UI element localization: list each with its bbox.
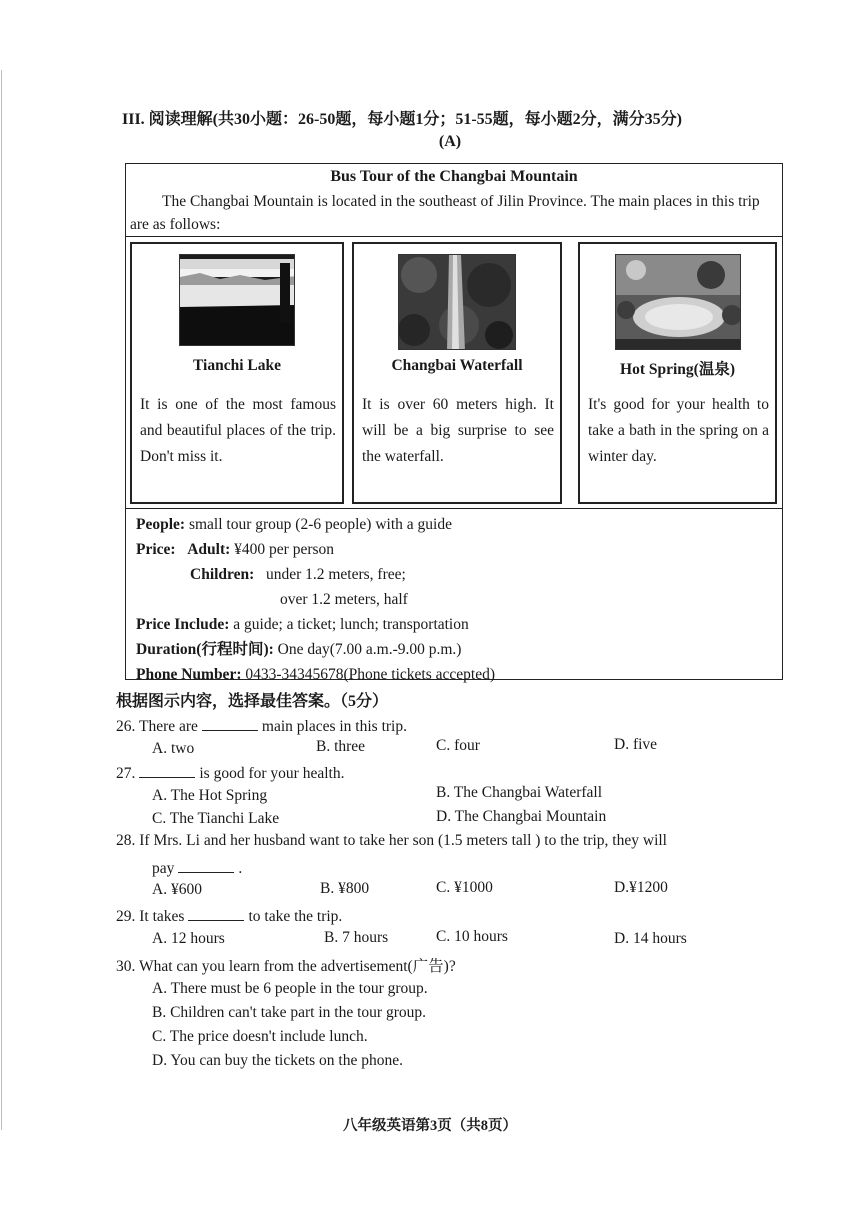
place-desc-changbai-waterfall: It is over 60 meters high. It will be a big surprise to see the waterfall. — [362, 396, 554, 465]
include-row — [136, 612, 495, 637]
children-row-2 — [136, 587, 495, 612]
scan-margin-line — [1, 70, 2, 1130]
q30-option-d: D. You can buy the tickets on the phone. — [152, 1052, 403, 1069]
q26-option-a: A. two — [152, 740, 195, 757]
q30-option-b: B. Children can't take part in the tour group. — [152, 1004, 426, 1021]
place-card-hot-spring — [578, 242, 777, 504]
place-name-changbai-waterfall: Changbai Waterfall — [391, 357, 523, 374]
q26-blank — [202, 716, 258, 731]
q27-option-a: A. The Hot Spring — [152, 787, 268, 804]
q29-blank — [188, 906, 244, 921]
people-value: small tour group (2-6 people) with a guide — [188, 516, 452, 533]
hot-spring-photo — [615, 254, 741, 350]
question-28: 28. If Mrs. Li and her husband want to take her son (1.5 meters tall ) to the trip, they will — [116, 832, 667, 849]
q29-post: to take the trip. — [248, 908, 343, 925]
part-label: (A) — [438, 133, 462, 150]
q26-option-b: B. three — [316, 738, 366, 755]
place-card-tianchi-lake — [130, 242, 344, 504]
q29-option-d: D. 14 hours — [614, 930, 687, 947]
children-value-2: over 1.2 meters, half — [280, 591, 408, 608]
ad-divider-bottom — [126, 508, 782, 509]
tianchi-lake-image — [180, 255, 295, 346]
q27-pre: 27. — [116, 765, 136, 782]
adult-label: Adult: — [187, 541, 231, 558]
phone-row — [136, 662, 495, 687]
include-value: a guide; a ticket; lunch; transportation — [233, 616, 469, 633]
q27-option-c: C. The Tianchi Lake — [152, 810, 280, 827]
q30-option-a: A. There must be 6 people in the tour group. — [152, 980, 428, 997]
q28-post: . — [238, 860, 243, 877]
children-label: Children: — [190, 566, 255, 583]
people-label: People: — [136, 516, 186, 533]
q28-option-b: B. ¥800 — [320, 880, 370, 897]
changbai-waterfall-photo — [398, 254, 516, 350]
question-27 — [116, 763, 344, 783]
duration-value: One day(7.00 a.m.-9.00 p.m.) — [277, 641, 462, 658]
q26-option-d: D. five — [614, 736, 658, 753]
q29-pre: 29. It takes — [116, 908, 185, 925]
include-label: Price Include: — [136, 616, 230, 633]
q27-blank — [139, 763, 195, 778]
q26-option-c: C. four — [436, 737, 480, 754]
question-28-line2 — [152, 858, 242, 878]
phone-label: Phone Number: — [136, 666, 242, 683]
q27-option-d: D. The Changbai Mountain — [436, 808, 607, 825]
q29-option-c: C. 10 hours — [436, 928, 508, 945]
q29-option-b: B. 7 hours — [324, 929, 389, 946]
q28-blank — [178, 858, 234, 873]
q27-option-b: B. The Changbai Waterfall — [436, 784, 603, 801]
q30-option-c: C. The price doesn't include lunch. — [152, 1028, 368, 1045]
people-row — [136, 512, 495, 537]
question-29 — [116, 906, 342, 926]
place-card-changbai-waterfall — [352, 242, 562, 504]
place-desc-tianchi-lake: It is one of the most famous and beautiful places of the trip. Don't miss it. — [140, 396, 336, 465]
duration-row — [136, 637, 495, 662]
phone-value: 0433-34345678(Phone tickets accepted) — [245, 666, 496, 683]
q26-post: main places in this trip. — [261, 718, 407, 735]
q27-post: is good for your health. — [199, 765, 345, 782]
hot-spring-image — [616, 255, 741, 350]
section-heading: III. 阅读理解(共30小题：26-50题，每小题1分；51-55题，每小题2分，满分35分) — [122, 111, 682, 128]
q29-option-a: A. 12 hours — [152, 930, 225, 947]
children-value-1: under 1.2 meters, free; — [265, 566, 406, 583]
ad-intro: The Changbai Mountain is located in the southeast of Jilin Province. The main places in this trip are as follows: — [130, 193, 760, 233]
question-26 — [116, 716, 407, 736]
place-desc-hot-spring: It's good for your health to take a bath in the spring on a winter day. — [588, 396, 769, 465]
changbai-waterfall-image — [399, 255, 516, 350]
instruction: 根据图示内容，选择最佳答案。（5分） — [116, 693, 389, 710]
q28-option-a: A. ¥600 — [152, 881, 202, 898]
children-row — [136, 562, 495, 587]
advertisement-box — [125, 163, 783, 683]
ad-title: Bus Tour of the Changbai Mountain — [330, 168, 578, 185]
price-label: Price: — [136, 541, 176, 558]
place-name-tianchi-lake: Tianchi Lake — [192, 357, 281, 374]
page-footer: 八年级英语第3页（共8页） — [343, 1118, 517, 1134]
tour-info — [136, 512, 495, 687]
tianchi-lake-photo — [179, 254, 295, 346]
q28-option-c: C. ¥1000 — [436, 879, 493, 896]
adult-value: ¥400 per person — [234, 541, 335, 558]
q28-line2: pay — [152, 860, 175, 877]
price-row — [136, 537, 495, 562]
question-30: 30. What can you learn from the advertisement(广告)? — [116, 958, 456, 975]
q28-option-d: D.¥1200 — [614, 879, 668, 896]
place-name-hot-spring: Hot Spring(温泉) — [620, 361, 735, 378]
duration-label: Duration(行程时间): — [136, 641, 274, 658]
ad-divider-top — [126, 236, 782, 237]
q26-pre: 26. There are — [116, 718, 198, 735]
